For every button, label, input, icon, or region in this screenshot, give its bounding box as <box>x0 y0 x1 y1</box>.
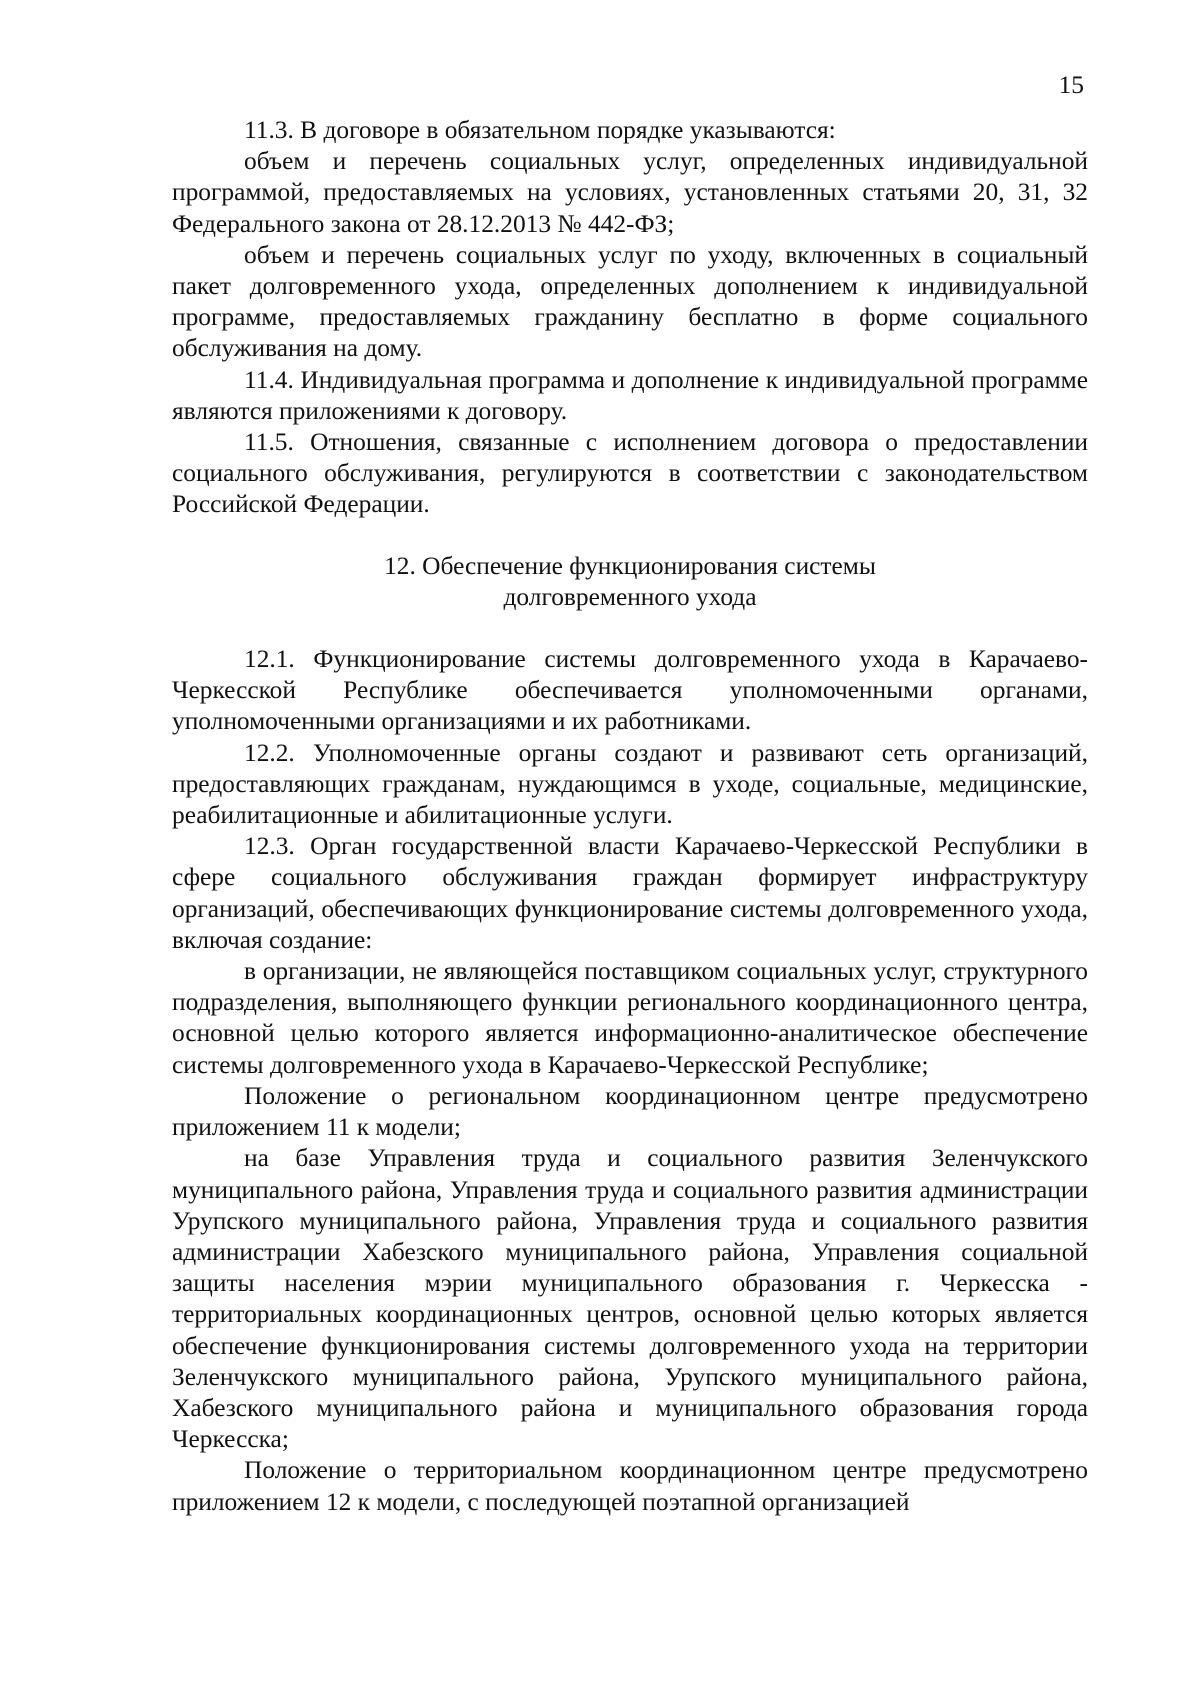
paragraph-12-2: 12.2. Уполномоченные органы создают и развивают сеть организаций, предоставляющих гражданам, нуждающимся в уходе, социальные, медицинские, реабилитационные и абилитационные услуги. <box>172 738 1088 830</box>
paragraph-11-4: 11.4. Индивидуальная программа и дополнение к индивидуальной программе являются приложениями к договору. <box>172 365 1088 425</box>
paragraph-11-5: 11.5. Отношения, связанные с исполнением договора о предоставлении социального обслуживания, регулируются в соответствии с законодательством Российской Федерации. <box>172 428 1088 519</box>
paragraph-11-3-item-1: объем и перечень социальных услуг, определенных индивидуальной программой, предоставляемых на условиях, установленных статьями 20, 31, 32 Федерального закона от 28.12.2013 № 442-ФЗ; <box>172 147 1088 238</box>
section-12-heading <box>172 551 1088 613</box>
section-12-heading-line-2: долговременного ухода <box>503 582 757 611</box>
paragraph-11-3-intro: 11.3. В договоре в обязательном порядке указываются: <box>244 116 836 144</box>
page-number: 15 <box>1058 71 1084 99</box>
paragraph-12-3-territorial-centers: на базе Управления труда и социального развития Зеленчукского муниципального района, Управления труда и социального развития администрации Урупского муниципального района, Управления труда и социального развития администрации Хабезского муниципального района, Управления социальной защиты населения мэрии муниципального образования г. Черкесска - территориальных координационных центров, основной целью которых является обеспечение функционирования системы долговременного ухода на территории Зеленчукского муниципального района, Урупского муниципального района, Хабезского муниципального района и муниципального образования города Черкесска; <box>172 1144 1088 1454</box>
paragraph-12-3-territorial-regulation: Положение о территориальном координационном центре предусмотрено приложением 12 к модели, с последующей поэтапной организацией <box>172 1456 1088 1516</box>
paragraph-12-3-regional-center: в организации, не являющейся поставщиком социальных услуг, структурного подразделения, выполняющего функции регионального координационного центра, основной целью которого является информационно-аналитическое обеспечение системы долговременного ухода в Карачаево-Черкесской Республике; <box>172 957 1088 1079</box>
paragraph-11-3-item-2: объем и перечень социальных услуг по уходу, включенных в социальный пакет долговременного ухода, определенных дополнением к индивидуальной программе, предоставляемых гражданину бесплатно в форме социального обслуживания на дому. <box>172 240 1088 363</box>
paragraph-12-3-regional-regulation: Положение о региональном координационном центре предусмотрено приложением 11 к модели; <box>172 1081 1088 1142</box>
section-12-heading-line-1: 12. Обеспечение функционирования системы <box>384 551 876 580</box>
paragraph-12-1: 12.1. Функционирование системы долговременного ухода в Карачаево-Черкесской Республике обеспечивается уполномоченными органами, уполномоченными организациями и их работниками. <box>172 645 1088 736</box>
paragraph-12-3-intro: 12.3. Орган государственной власти Карачаево-Черкесской Республики в сфере социального обслуживания граждан формирует инфраструктуру организаций, обеспечивающих функционирование системы долговременного ухода, включая создание: <box>172 832 1088 954</box>
